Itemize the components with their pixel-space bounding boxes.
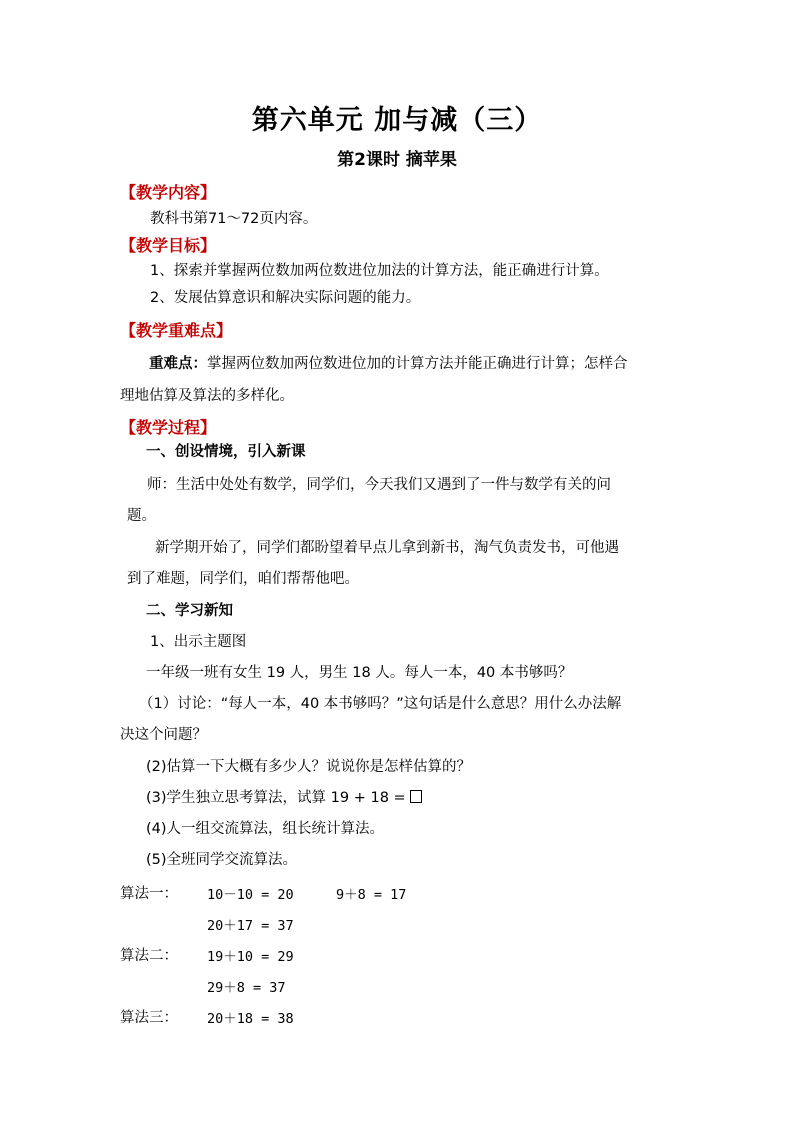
page-subtitle: 第2课时 摘苹果: [337, 150, 457, 170]
answer-box-icon: [410, 790, 422, 803]
problem-statement: 一年级一班有女生 19 人，男生 18 人。每人一本，40 本书够吗？: [146, 665, 573, 681]
key-points-line-1: [149, 353, 628, 375]
part-1-paragraph-1a: 师：生活中处处有数学，同学们，今天我们又遇到了一件与数学有关的问: [147, 477, 611, 493]
part-1-paragraph-2a: 新学期开始了，同学们都盼望着早点儿拿到新书，淘气负责发书，可他遇: [155, 540, 619, 556]
method-1-label: 算法一：: [120, 886, 178, 902]
section-heading-content: 【教学内容】: [120, 183, 217, 202]
key-points-label: 重难点：: [149, 356, 207, 372]
goal-item-1: 1、探索并掌握两位数加两位数进位加法的计算方法，能正确进行计算。: [150, 263, 609, 279]
part-1-paragraph-2b: 到了难题，同学们，咱们帮帮他吧。: [127, 571, 359, 587]
page-title: 第六单元 加与减（三）: [251, 105, 543, 136]
content-text: 教科书第71～72页内容。: [150, 211, 318, 227]
question-4: (4)人一组交流算法，组长统计算法。: [146, 821, 385, 837]
method-3-step-a: 20＋18 = 38: [207, 1011, 294, 1027]
goal-item-2: 2、发展估算意识和解决实际问题的能力。: [150, 290, 421, 306]
method-3-label: 算法三：: [120, 1010, 178, 1026]
part-1-heading: 一、创设情境，引入新课: [146, 444, 306, 460]
question-2: (2)估算一下大概有多少人？说说你是怎样估算的？: [146, 759, 472, 775]
method-1-step-b: 9＋8 = 17: [336, 887, 407, 903]
key-points-line-2: 理地估算及算法的多样化。: [120, 388, 294, 404]
method-2-label: 算法二：: [120, 948, 178, 964]
question-1a: （1）讨论：“每人一本，40 本书够吗？”这句话是什么意思？用什么办法解: [139, 696, 622, 712]
question-3: [146, 787, 422, 809]
question-3-text: (3)学生独立思考算法，试算 19 + 18 =: [146, 790, 406, 806]
method-2-step-b: 29＋8 = 37: [207, 980, 286, 996]
step-1: 1、出示主题图: [150, 634, 247, 650]
method-1-step-c: 20＋17 = 37: [207, 918, 294, 934]
question-5: (5)全班同学交流算法。: [146, 852, 298, 868]
section-heading-process: 【教学过程】: [120, 418, 217, 437]
question-1b: 决这个问题？: [120, 727, 207, 743]
part-1-paragraph-1b: 题。: [127, 508, 156, 524]
part-2-heading: 二、学习新知: [146, 603, 233, 619]
section-heading-key-points: 【教学重难点】: [120, 321, 233, 340]
method-1-step-a: 10－10 = 20: [207, 887, 294, 903]
section-heading-goals: 【教学目标】: [120, 236, 217, 255]
method-2-step-a: 19＋10 = 29: [207, 949, 294, 965]
key-points-text-1: 掌握两位数加两位数进位加的计算方法并能正确进行计算；怎样合: [207, 356, 628, 372]
